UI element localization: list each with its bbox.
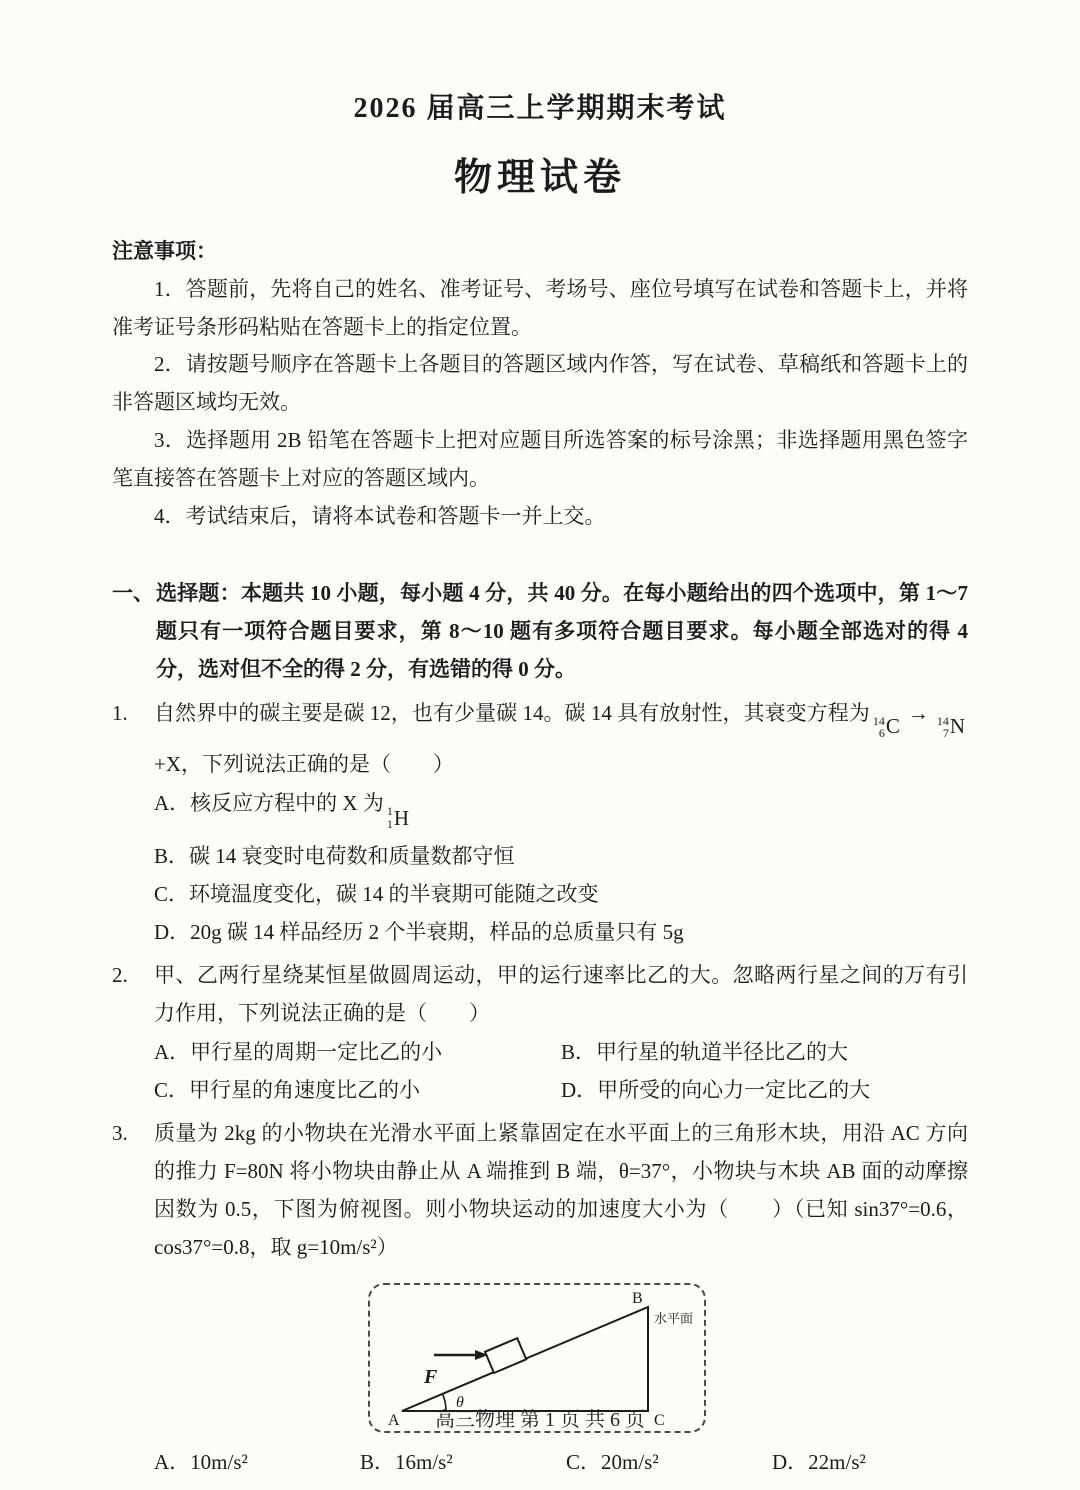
question-2 bbox=[112, 957, 968, 1033]
isotope-hydrogen-1 bbox=[387, 799, 409, 837]
section-number: 一、 bbox=[112, 581, 154, 606]
notice-item-4: 4．考试结束后，请将本试卷和答题卡一并上交。 bbox=[154, 503, 606, 528]
exam-title: 2026 届高三上学期期末考试 bbox=[353, 93, 727, 124]
question-2-option-a: A．甲行星的周期一定比乙的小 bbox=[154, 1040, 443, 1065]
question-3-stem: 质量为 2kg 的小物块在光滑水平面上紧靠固定在水平面上的三角形木块，用沿 AC 方向的推力 F=80N 将小物块由静止从 A 端推到 B 端，θ=37°，小物块与木块 AB 面的动摩擦因数为 0.5，下图为俯视图。则小物块运动的加速度大小为（ ）（已知 sin37°=0.6，cos37°=0.8，取 g=10m/s²） bbox=[154, 1121, 968, 1259]
question-3-option-b: B．16m/s² bbox=[360, 1449, 453, 1474]
notices-block bbox=[112, 233, 968, 535]
mass-number: 14 bbox=[936, 713, 949, 728]
question-3 bbox=[112, 1115, 968, 1266]
vertex-b-label: B bbox=[632, 1289, 643, 1307]
question-1-option-d: D．20g 碳 14 样品经历 2 个半衰期，样品的总质量只有 5g bbox=[154, 920, 684, 945]
question-3-option-c: C．20m/s² bbox=[566, 1449, 659, 1474]
question-1-stem-post: 下列说法正确的是（ ） bbox=[202, 752, 455, 777]
atomic-number: 7 bbox=[942, 726, 949, 741]
atomic-number: 1 bbox=[386, 816, 393, 831]
question-1-option-c: C．环境温度变化，碳 14 的半衰期可能随之改变 bbox=[154, 881, 599, 906]
question-3-option-d: D．22m/s² bbox=[772, 1449, 866, 1474]
mass-number: 1 bbox=[386, 804, 393, 819]
question-2-number: 2. bbox=[112, 963, 128, 988]
question-1-option-b: B．碳 14 衰变时电荷数和质量数都守恒 bbox=[154, 843, 515, 868]
element-symbol: N bbox=[949, 714, 965, 739]
question-1-option-a bbox=[154, 784, 968, 837]
notices-heading: 注意事项： bbox=[112, 239, 217, 263]
atomic-number: 6 bbox=[878, 726, 885, 741]
question-2-options bbox=[154, 1033, 968, 1109]
question-2-option-d: D．甲所受的向心力一定比乙的大 bbox=[561, 1078, 871, 1103]
section-text: 选择题：本题共 10 小题，每小题 4 分，共 40 分。在每小题给出的四个选项中，第 1～7 题只有一项符合题目要求，第 8～10 题有多项符合题目要求。每小题全部选对的得 4 分，选对但不全的得 2 分，有选错的得 0 分。 bbox=[156, 581, 968, 681]
notice-item-2: 2．请按题号顺序在答题卡上各题目的答题区域内作答，写在试卷、草稿纸和答题卡上的非答题区域均无效。 bbox=[112, 352, 968, 415]
question-1-stem-pre: 自然界中的碳主要是碳 12，也有少量碳 14。碳 14 具有放射性，其衰变方程为 bbox=[154, 700, 870, 725]
isotope-carbon-14-numbers bbox=[873, 715, 885, 740]
option-a-text: A．核反应方程中的 X 为 bbox=[154, 791, 384, 816]
question-3-option-a: A．10m/s² bbox=[154, 1449, 248, 1474]
equation-tail: +X， bbox=[154, 752, 203, 777]
isotope-hydrogen-1-numbers bbox=[387, 805, 393, 830]
question-2-option-b: B．甲行星的轨道半径比乙的大 bbox=[561, 1040, 849, 1065]
question-1-stem bbox=[154, 695, 968, 784]
isotope-nitrogen-14-numbers bbox=[937, 715, 949, 740]
vertex-a-label: A bbox=[388, 1411, 400, 1429]
question-3-number: 3. bbox=[112, 1121, 128, 1146]
surface-label: 水平面 bbox=[654, 1310, 694, 1326]
isotope-carbon-14 bbox=[873, 708, 900, 746]
sliding-block bbox=[485, 1338, 526, 1373]
force-label: F bbox=[424, 1365, 438, 1388]
vertex-c-label: C bbox=[654, 1411, 665, 1429]
notice-item-1: 1．答题前，先将自己的姓名、准考证号、考场号、座位号填写在试卷和答题卡上，并将准考证号条形码粘贴在答题卡上的指定位置。 bbox=[112, 276, 968, 339]
question-2-stem: 甲、乙两行星绕某恒星做圆周运动，甲的运行速率比乙的大。忽略两行星之间的万有引力作用，下列说法正确的是（ ） bbox=[154, 963, 968, 1026]
question-1-number: 1. bbox=[112, 700, 128, 725]
question-3-options bbox=[154, 1443, 968, 1481]
question-1 bbox=[112, 695, 968, 784]
element-symbol: H bbox=[393, 805, 410, 830]
isotope-nitrogen-14 bbox=[937, 708, 965, 746]
mass-number: 14 bbox=[872, 713, 885, 728]
question-2-option-c: C．甲行星的角速度比乙的小 bbox=[154, 1078, 421, 1103]
page-footer: 高三物理 第 1 页 共 6 页 bbox=[435, 1409, 645, 1431]
element-symbol: C bbox=[885, 714, 900, 739]
notice-item-3: 3．选择题用 2B 铅笔在答题卡上把对应题目所选答案的标号涂黑；非选择题用黑色签字笔直接答在答题卡上对应的答题区域内。 bbox=[112, 427, 968, 490]
section-one-heading bbox=[112, 575, 968, 688]
angle-label: θ bbox=[456, 1393, 464, 1411]
reaction-arrow: → bbox=[907, 700, 929, 725]
paper-title: 物理试卷 bbox=[453, 157, 626, 199]
